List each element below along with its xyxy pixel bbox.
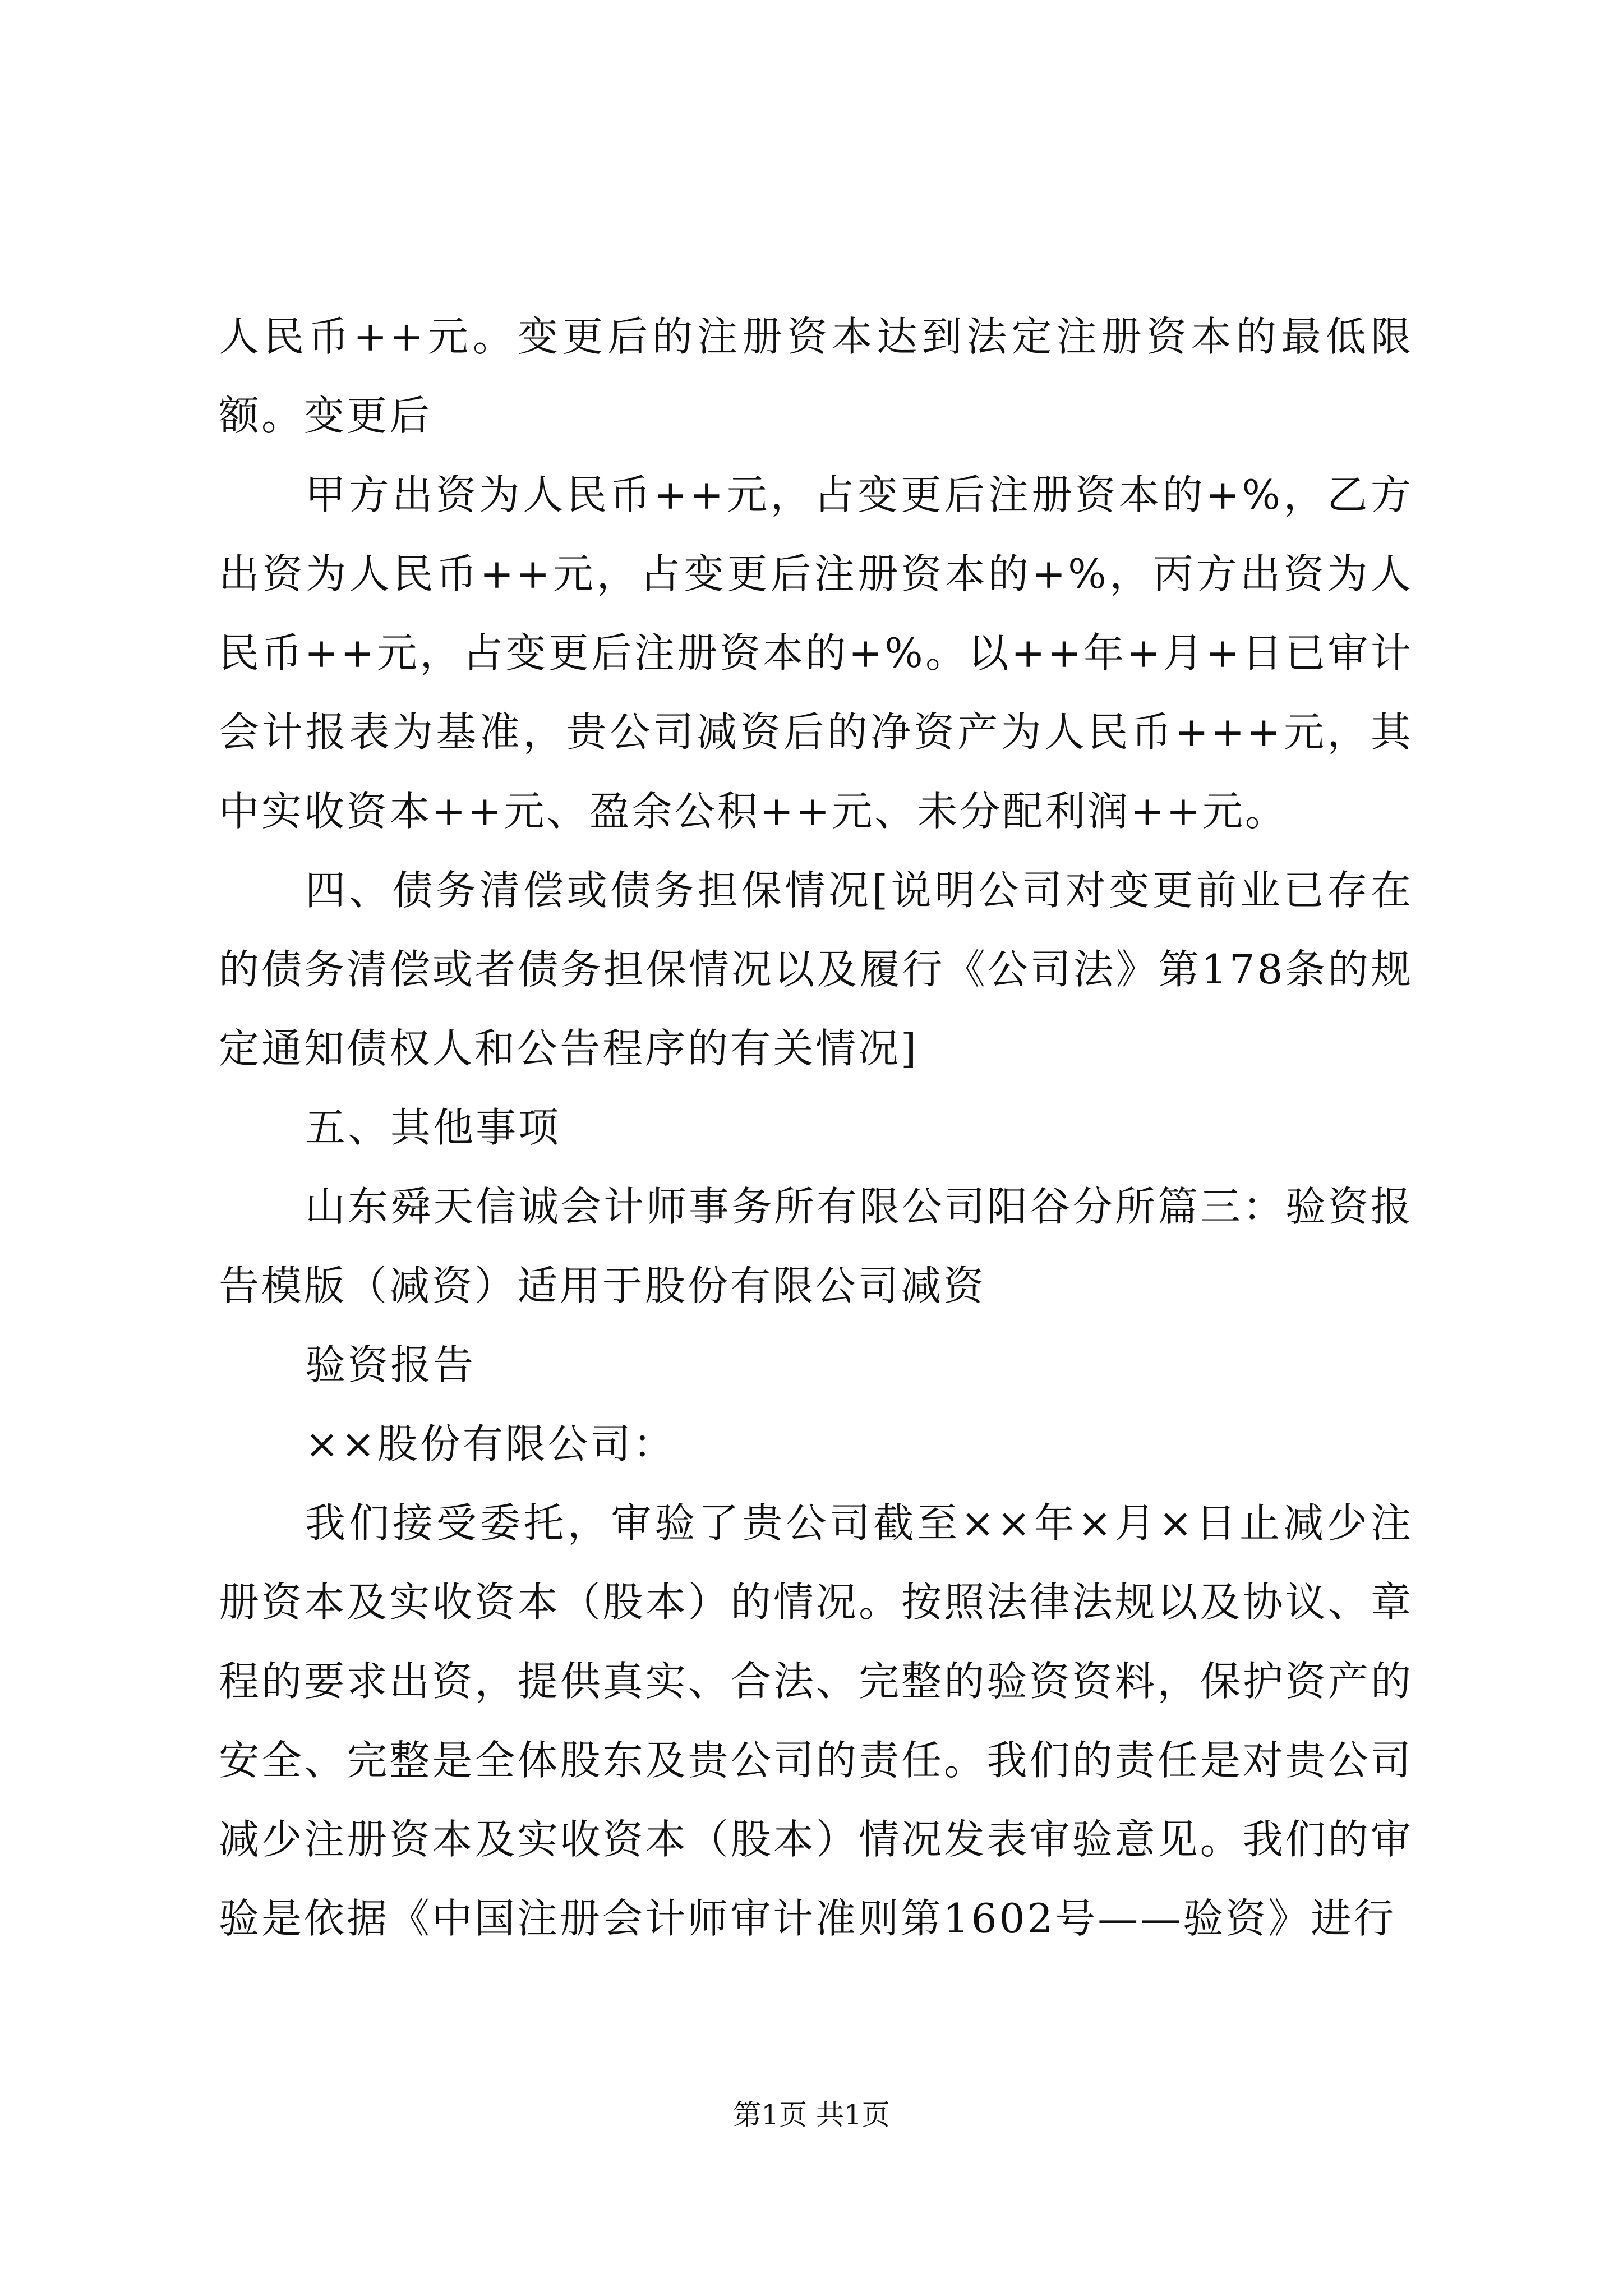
paragraph-other-matters: 五、其他事项 — [305, 1104, 561, 1151]
paragraph-continuation: 人民币++元。变更后的注册资本达到法定注册资本的最低限额。变更后 — [219, 313, 1413, 439]
paragraph-report-title: 验资报告 — [305, 1341, 476, 1388]
page-footer: 第1页 共1页 — [733, 2099, 890, 2131]
document-body — [219, 297, 1413, 1958]
paragraph-capital-contribution: 甲方出资为人民币++元，占变更后注册资本的+%，乙方出资为人民币++元，占变更后注册资本的+%，丙方出资为人民币++元，占变更后注册资本的+%。以++年+月+日已审计会计报表为基准，贵公司减资后的净资产为人民币+++元，其中实收资本++元、盈余公积++元、未分配利润++元。 — [219, 471, 1413, 835]
paragraph-firm-section-three: 山东舜天信诚会计师事务所有限公司阳谷分所篇三：验资报告模版（减资）适用于股份有限公司减资 — [219, 1183, 1414, 1309]
paragraph-addressee: ××股份有限公司： — [305, 1420, 676, 1467]
paragraph-engagement: 我们接受委托，审验了贵公司截至××年×月×日止减少注册资本及实收资本（股本）的情况。按照法律法规以及协议、章程的要求出资，提供真实、合法、完整的验资资料，保护资产的安全、完整是全体股东及贵公司的责任。我们的责任是对贵公司减少注册资本及实收资本（股本）情况发表审验意见。我们的审验是依据《中国注册会计师审计准则第1602号——验资》进行 — [219, 1499, 1413, 1942]
paragraph-debt-settlement: 四、债务清偿或债务担保情况[说明公司对变更前业已存在的债务清偿或者债务担保情况以及履行《公司法》第178条的规定通知债权人和公告程序的有关情况] — [219, 867, 1413, 1072]
